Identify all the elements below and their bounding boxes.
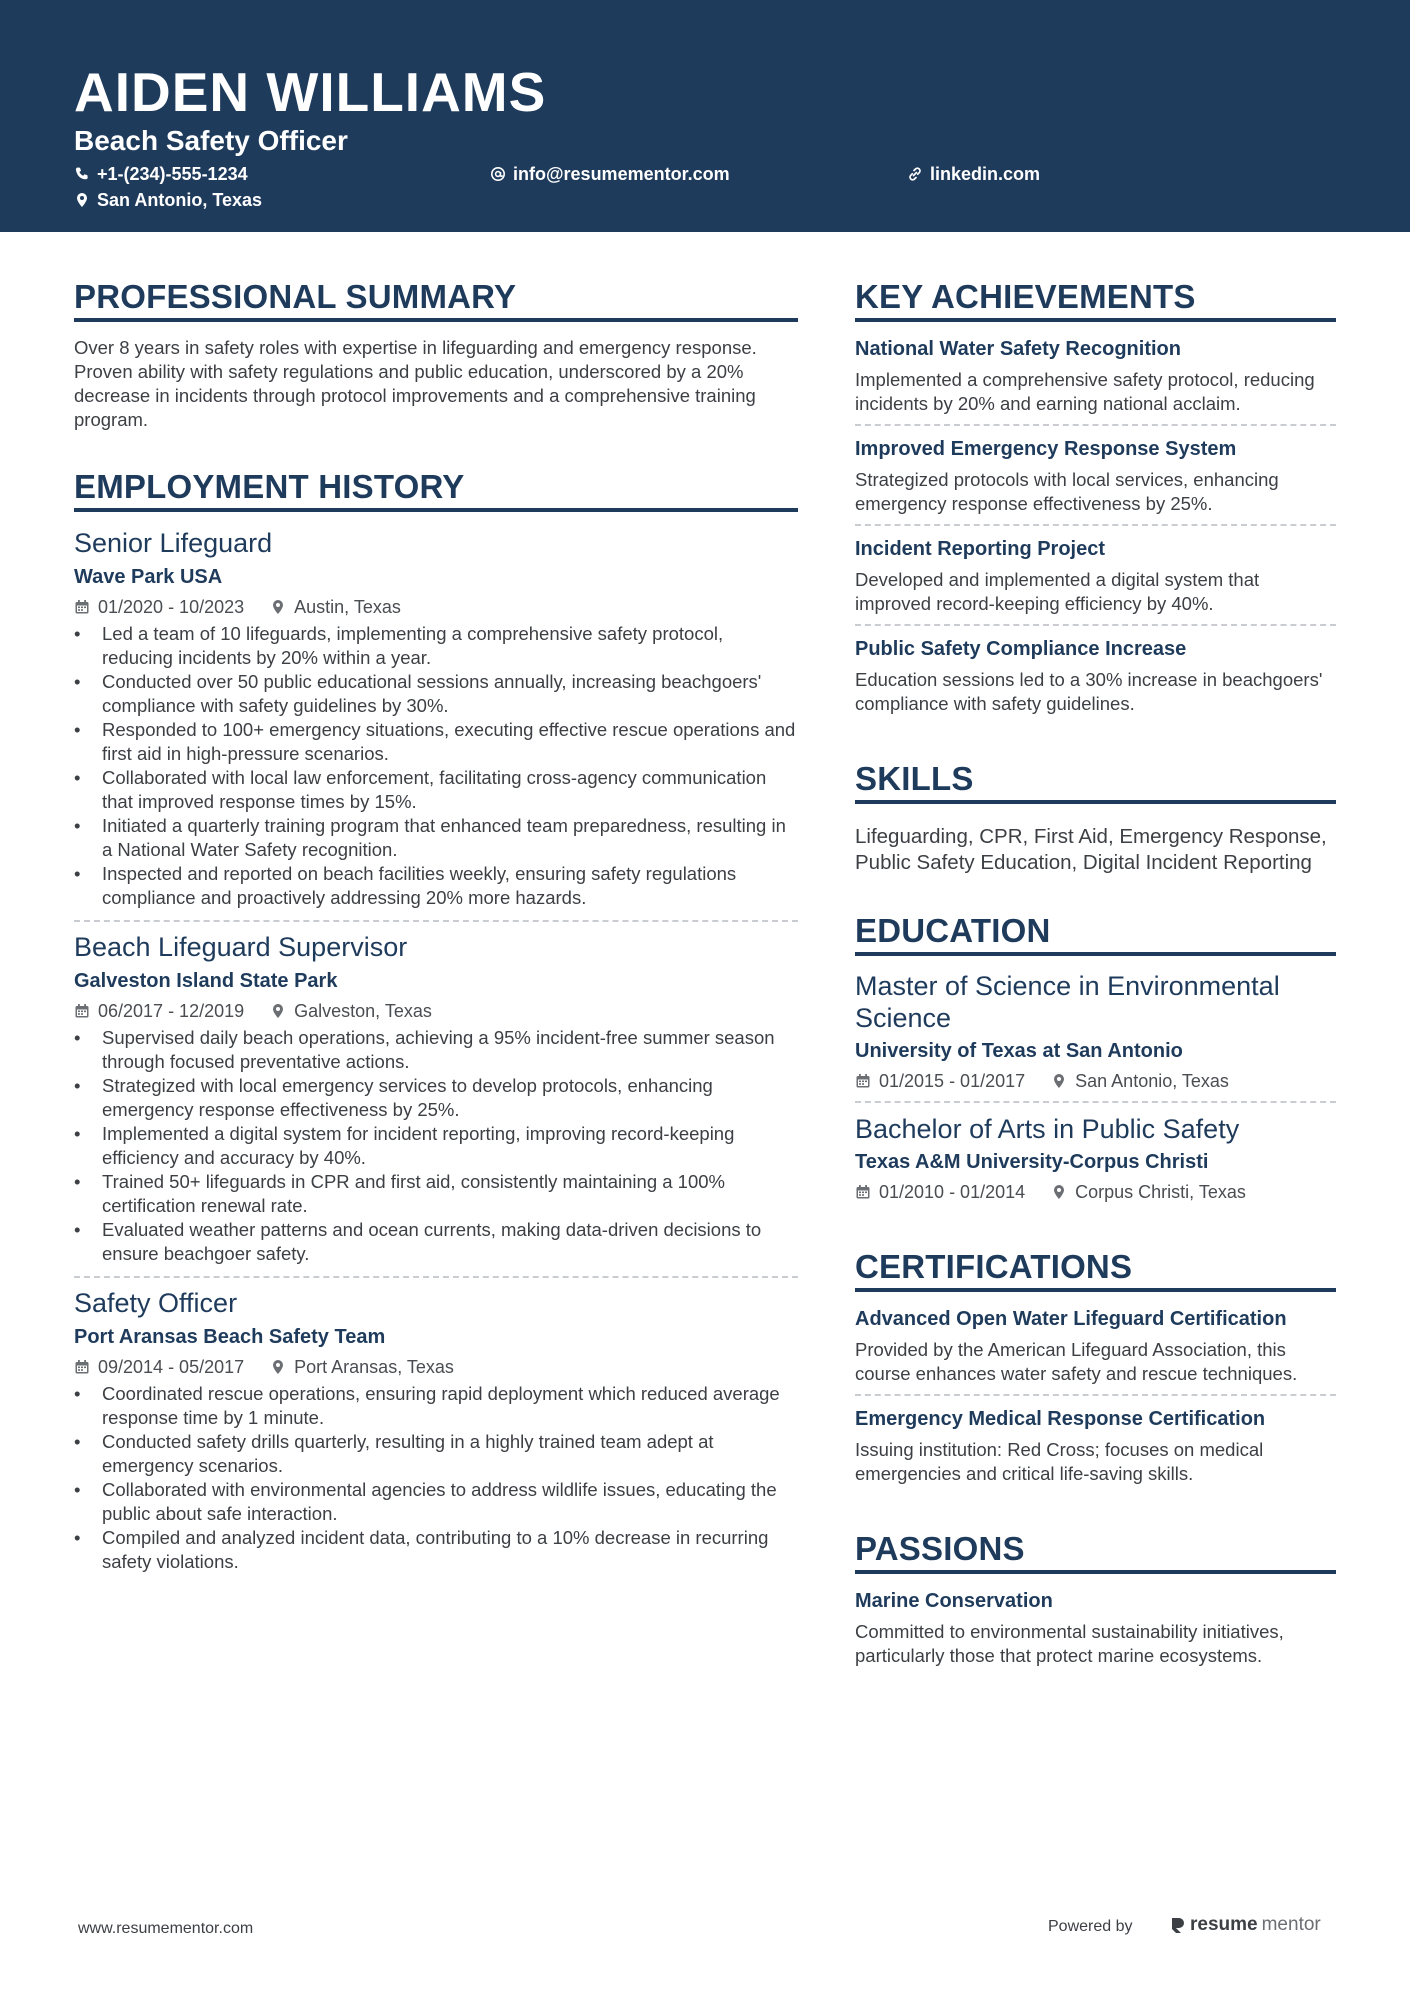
summary-section xyxy=(74,276,798,432)
achievement-title: Improved Emergency Response System xyxy=(855,438,1237,460)
job-dates: 09/2014 - 05/2017 xyxy=(98,1357,245,1377)
job-bullet: • Inspected and reported on beach facilities weekly, ensuring safety regulations compliance and proactively addressing 20% more hazards. xyxy=(74,862,798,910)
job-bullet: • Collaborated with local law enforcement, facilitating cross-agency communication that improved response times by 15%. xyxy=(74,766,798,814)
calendar-icon xyxy=(74,1003,90,1019)
location-pin-icon xyxy=(74,192,90,208)
certification-title: Emergency Medical Response Certification xyxy=(855,1408,1266,1430)
education-item xyxy=(855,1101,1336,1212)
certification-list xyxy=(855,1306,1336,1494)
job-bullet: • Responded to 100+ emergency situations, executing effective rescue operations and first aid in high-pressure scenarios. xyxy=(74,718,798,766)
link-icon xyxy=(907,166,923,182)
education-heading: EDUCATION xyxy=(855,910,1336,956)
education-degree: Master of Science in Environmental Science xyxy=(855,971,1280,1033)
education-dates: 01/2010 - 01/2014 xyxy=(879,1182,1026,1202)
calendar-icon xyxy=(855,1184,871,1200)
certification-item xyxy=(855,1394,1336,1494)
location-pin-icon xyxy=(270,599,286,615)
left-column xyxy=(74,276,798,1618)
job-dates: 06/2017 - 12/2019 xyxy=(98,1001,245,1021)
achievement-desc: Implemented a comprehensive safety protocol, reducing incidents by 20% and earning national acclaim. xyxy=(855,369,1315,414)
summary-text: Over 8 years in safety roles with expertise in lifeguarding and emergency response. Proven ability with safety regulations and public education, underscored by a 20% decrease in incidents through protocol improvements and a comprehensive training program. xyxy=(74,337,757,430)
passion-title: Marine Conservation xyxy=(855,1590,1053,1612)
education-item xyxy=(855,970,1336,1101)
job-bullets xyxy=(74,1382,798,1574)
achievement-item xyxy=(855,424,1336,524)
job-bullet: • Led a team of 10 lifeguards, implementing a comprehensive safety protocol, reducing incidents by 20% within a year. xyxy=(74,622,798,670)
powered-by-label: Powered by xyxy=(1048,1918,1133,1935)
education-location: San Antonio, Texas xyxy=(1075,1071,1229,1091)
certification-desc: Provided by the American Lifeguard Association, this course enhances water safety and rescue techniques. xyxy=(855,1339,1298,1384)
contact-email[interactable] xyxy=(490,162,730,186)
job-location: Galveston, Texas xyxy=(294,1001,432,1021)
passions-heading: PASSIONS xyxy=(855,1528,1336,1574)
linkedin-text: linkedin.com xyxy=(930,164,1041,184)
calendar-icon xyxy=(74,599,90,615)
education-meta xyxy=(855,1069,1336,1093)
brand-light: mentor xyxy=(1261,1914,1321,1935)
education-school: Texas A&M University-Corpus Christi xyxy=(855,1151,1209,1173)
skills-section xyxy=(855,758,1336,876)
passions-section xyxy=(855,1528,1336,1676)
education-section xyxy=(855,910,1336,1212)
resume-header xyxy=(0,0,1410,232)
job-location: Austin, Texas xyxy=(294,597,401,617)
job-role: Beach Lifeguard Supervisor xyxy=(74,932,408,962)
brand-logo[interactable] xyxy=(1170,1914,1321,1936)
job-bullet: • Conducted safety drills quarterly, resulting in a highly trained team adept at emergency scenarios. xyxy=(74,1430,798,1478)
certifications-heading: CERTIFICATIONS xyxy=(855,1246,1336,1292)
location-pin-icon xyxy=(270,1359,286,1375)
achievement-desc: Strategized protocols with local services, enhancing emergency response effectiveness by 25%. xyxy=(855,469,1279,514)
job-meta xyxy=(74,595,798,619)
summary-heading: PROFESSIONAL SUMMARY xyxy=(74,276,798,322)
job-bullet: • Coordinated rescue operations, ensuring rapid deployment which reduced average response time by 1 minute. xyxy=(74,1382,798,1430)
job-bullet: • Supervised daily beach operations, achieving a 95% incident-free summer season through focused preventative actions. xyxy=(74,1026,798,1074)
job-location: Port Aransas, Texas xyxy=(294,1357,454,1377)
job-bullet: • Implemented a digital system for incident reporting, improving record-keeping efficiency and accuracy by 40%. xyxy=(74,1122,798,1170)
location-text: San Antonio, Texas xyxy=(97,190,263,210)
education-location: Corpus Christi, Texas xyxy=(1075,1182,1246,1202)
achievement-title: Incident Reporting Project xyxy=(855,538,1106,560)
job-meta xyxy=(74,1355,798,1379)
achievement-desc: Education sessions led to a 30% increase in beachgoers' compliance with safety guidelines. xyxy=(855,669,1323,714)
job-bullet: • Evaluated weather patterns and ocean currents, making data-driven decisions to ensure beachgoer safety. xyxy=(74,1218,798,1266)
job-entry xyxy=(74,526,798,920)
job-entry xyxy=(74,1276,798,1584)
achievement-item xyxy=(855,624,1336,724)
achievement-title: National Water Safety Recognition xyxy=(855,338,1181,360)
certification-item xyxy=(855,1306,1336,1394)
job-bullet: • Collaborated with environmental agencies to address wildlife issues, educating the public about safe interaction. xyxy=(74,1478,798,1526)
education-degree: Bachelor of Arts in Public Safety xyxy=(855,1114,1240,1144)
job-dates: 01/2020 - 10/2023 xyxy=(98,597,245,617)
at-icon xyxy=(490,166,506,182)
job-bullet: • Compiled and analyzed incident data, contributing to a 10% decrease in recurring safety violations. xyxy=(74,1526,798,1574)
right-column xyxy=(855,276,1336,1710)
achievement-title: Public Safety Compliance Increase xyxy=(855,638,1187,660)
job-bullet: • Strategized with local emergency services to develop protocols, enhancing emergency response effectiveness by 25%. xyxy=(74,1074,798,1122)
passion-list xyxy=(855,1588,1336,1676)
certification-desc: Issuing institution: Red Cross; focuses on medical emergencies and critical life-saving skills. xyxy=(855,1439,1264,1484)
employment-section xyxy=(74,466,798,1584)
footer-url[interactable]: www.resumementor.com xyxy=(78,1920,254,1937)
job-bullet: • Initiated a quarterly training program that enhanced team preparedness, resulting in a National Water Safety recognition. xyxy=(74,814,798,862)
candidate-name: AIDEN WILLIAMS xyxy=(74,61,547,123)
phone-icon xyxy=(74,166,90,182)
education-school: University of Texas at San Antonio xyxy=(855,1040,1183,1062)
certification-title: Advanced Open Water Lifeguard Certification xyxy=(855,1308,1287,1330)
job-bullets xyxy=(74,1026,798,1266)
job-bullet: • Trained 50+ lifeguards in CPR and first aid, consistently maintaining a 100% certification renewal rate. xyxy=(74,1170,798,1218)
education-list xyxy=(855,970,1336,1212)
achievements-section xyxy=(855,276,1336,724)
job-list xyxy=(74,526,798,1584)
passion-item xyxy=(855,1588,1336,1676)
candidate-title: Beach Safety Officer xyxy=(74,125,348,156)
job-entry xyxy=(74,920,798,1276)
calendar-icon xyxy=(74,1359,90,1375)
location-pin-icon xyxy=(1051,1073,1067,1089)
phone-text: +1-(234)-555-1234 xyxy=(97,164,248,184)
skills-text: Lifeguarding, CPR, First Aid, Emergency Response, Public Safety Education, Digital Incident Reporting xyxy=(855,825,1327,874)
passion-desc: Committed to environmental sustainability initiatives, particularly those that protect marine ecosystems. xyxy=(855,1621,1284,1666)
certifications-section xyxy=(855,1246,1336,1494)
brand-bold: resume xyxy=(1190,1914,1258,1935)
contact-phone[interactable] xyxy=(74,162,248,186)
job-meta xyxy=(74,999,798,1023)
contact-linkedin[interactable] xyxy=(907,162,1040,186)
job-company: Wave Park USA xyxy=(74,566,223,588)
achievement-item xyxy=(855,336,1336,424)
job-bullets xyxy=(74,622,798,910)
location-pin-icon xyxy=(1051,1184,1067,1200)
education-dates: 01/2015 - 01/2017 xyxy=(879,1071,1026,1091)
job-role: Senior Lifeguard xyxy=(74,528,273,558)
skills-heading: SKILLS xyxy=(855,758,1336,804)
achievements-heading: KEY ACHIEVEMENTS xyxy=(855,276,1336,322)
achievement-list xyxy=(855,336,1336,724)
job-company: Galveston Island State Park xyxy=(74,970,338,992)
calendar-icon xyxy=(855,1073,871,1089)
location-pin-icon xyxy=(270,1003,286,1019)
job-company: Port Aransas Beach Safety Team xyxy=(74,1326,386,1348)
resumementor-logo-icon xyxy=(1170,1916,1186,1934)
email-text: info@resumementor.com xyxy=(513,164,730,184)
achievement-desc: Developed and implemented a digital system that improved record-keeping efficiency by 40%. xyxy=(855,569,1260,614)
employment-heading: EMPLOYMENT HISTORY xyxy=(74,466,798,512)
achievement-item xyxy=(855,524,1336,624)
education-meta xyxy=(855,1180,1336,1204)
contact-location xyxy=(74,188,262,212)
job-role: Safety Officer xyxy=(74,1288,238,1318)
job-bullet: • Conducted over 50 public educational sessions annually, increasing beachgoers' compliance with safety guidelines by 30%. xyxy=(74,670,798,718)
